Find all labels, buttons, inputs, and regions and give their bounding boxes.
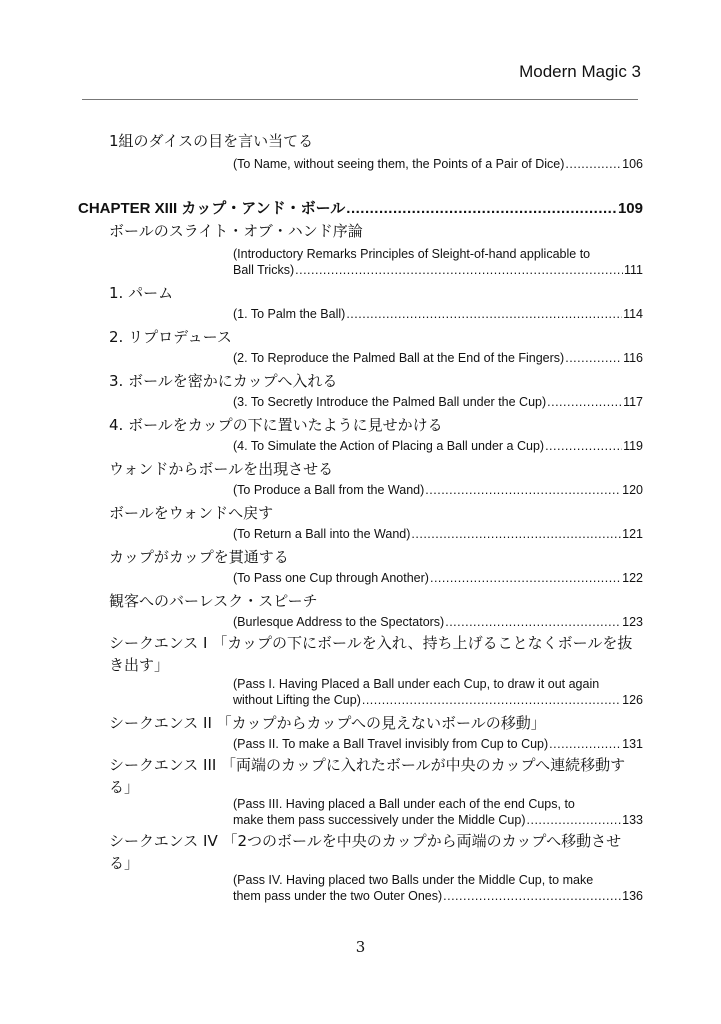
page-ref: 109: [617, 200, 643, 217]
leader-dots: [443, 888, 621, 904]
toc-entry-en-title: [233, 736, 643, 752]
toc-entry-jp-title: シークエンス II 「カップからカップへの見えないボールの移動」: [109, 714, 546, 732]
leader-dots: [295, 262, 623, 278]
toc-entry-en-title: [233, 676, 643, 708]
toc-entry-jp-title: シークエンス I 「カップの下にボールを入れ、持ち上げることなくボールを抜き出す」: [109, 634, 633, 674]
page-ref: 106: [622, 157, 643, 171]
en-line: (Pass III. Having placed a Ball under each of the end Cups, to: [233, 797, 575, 811]
en-line: them pass under the two Outer Ones): [233, 889, 443, 903]
en-line: (Pass II. To make a Ball Travel invisibly from Cup to Cup): [233, 737, 549, 751]
page-ref: 119: [623, 439, 643, 453]
toc-entry-jp-title: 4. ボールをカップの下に置いたように見せかける: [109, 416, 443, 434]
toc-entry-jp-title: シークエンス IV 「2つのボールを中央のカップから両端のカップへ移動させる」: [109, 832, 622, 872]
leader-dots: [445, 614, 621, 630]
toc-entry-en-title: [233, 482, 643, 498]
page-ref: 133: [622, 813, 643, 827]
toc-entry-jp-title: ボールのスライト・オブ・ハンド序論: [109, 222, 363, 240]
toc-entry-en-title: [233, 306, 643, 322]
toc-entry-jp-title: 3. ボールを密かにカップへ入れる: [109, 372, 338, 390]
en-line: Ball Tricks): [233, 263, 295, 277]
leader-dots: [527, 812, 622, 828]
toc-entry-en-title: [233, 438, 643, 454]
en-line: (1. To Palm the Ball): [233, 307, 346, 321]
page-ref: 136: [622, 889, 643, 903]
toc-entry-jp-title: 2. リプロデュース: [109, 328, 232, 346]
page-ref: 114: [623, 307, 643, 321]
page-ref: 120: [622, 483, 643, 497]
toc-entry-en-title: [233, 526, 643, 542]
en-line: make them pass successively under the Middle Cup): [233, 813, 526, 827]
page-number: 3: [355, 938, 366, 956]
toc-entry-jp-title: 1組のダイスの目を言い当てる: [109, 132, 314, 150]
page-ref: 131: [622, 737, 643, 751]
en-line: (2. To Reproduce the Palmed Ball at the End of the Fingers): [233, 351, 565, 365]
en-line: (To Name, without seeing them, the Points of a Pair of Dice): [233, 157, 565, 171]
leader-dots: [346, 306, 622, 322]
header-rule: [82, 99, 638, 100]
toc-entry-jp-title: ウォンドからボールを出現させる: [109, 460, 334, 478]
page-ref: 116: [623, 351, 643, 365]
toc-entry-en-title: [233, 570, 643, 586]
running-header: Modern Magic 3: [519, 62, 641, 81]
page-ref: 126: [622, 693, 643, 707]
toc-entry-jp-title: シークエンス III 「両端のカップに入れたボールが中央のカップへ連続移動する」: [109, 756, 626, 796]
en-line: (To Produce a Ball from the Wand): [233, 483, 425, 497]
leader-dots: [430, 570, 621, 586]
leader-dots: [565, 156, 621, 172]
toc-entry-jp-title: 観客へのバーレスク・スピーチ: [109, 592, 318, 610]
leader-dots: [362, 692, 621, 708]
toc-entry-jp-title: ボールをウォンドへ戻す: [109, 504, 274, 522]
toc-entry-en-title: [233, 796, 643, 828]
leader-dots: [411, 526, 621, 542]
page-ref: 117: [623, 395, 643, 409]
en-line: without Lifting the Cup): [233, 693, 361, 707]
leader-dots: [565, 350, 622, 366]
leader-dots: [547, 394, 622, 410]
chapter-heading: [78, 199, 643, 219]
toc-entry-en-title: [233, 350, 643, 366]
en-line: (Pass I. Having Placed a Ball under each Cup, to draw it out again: [233, 677, 600, 691]
en-line: (To Return a Ball into the Wand): [233, 527, 411, 541]
page-ref: 122: [622, 571, 643, 585]
en-line: (Burlesque Address to the Spectators): [233, 615, 445, 629]
toc-entry-en-title: [233, 156, 643, 172]
en-line: (Pass IV. Having placed two Balls under the Middle Cup, to make: [233, 873, 594, 887]
page-ref: 111: [623, 263, 643, 277]
toc-entry-en-title: [233, 394, 643, 410]
leader-dots: [425, 482, 621, 498]
leader-dots: [549, 736, 621, 752]
toc-entry-en-title: [233, 614, 643, 630]
page-ref: 123: [622, 615, 643, 629]
leader-dots: [545, 438, 622, 454]
leader-dots: [346, 199, 617, 219]
toc-entry-jp-title: カップがカップを貫通する: [109, 548, 289, 566]
chapter-title: CHAPTER XIII カップ・アンド・ボール: [78, 200, 346, 217]
en-line: (To Pass one Cup through Another): [233, 571, 429, 585]
en-line: (Introductory Remarks Principles of Sleight-of-hand applicable to: [233, 247, 591, 261]
page-ref: 121: [622, 527, 643, 541]
toc-entry-jp-title: 1. パーム: [109, 284, 174, 302]
toc-entry-en-title: [233, 872, 643, 904]
toc-entry-en-title: [233, 246, 643, 278]
en-line: (3. To Secretly Introduce the Palmed Ball under the Cup): [233, 395, 547, 409]
en-line: (4. To Simulate the Action of Placing a Ball under a Cup): [233, 439, 545, 453]
